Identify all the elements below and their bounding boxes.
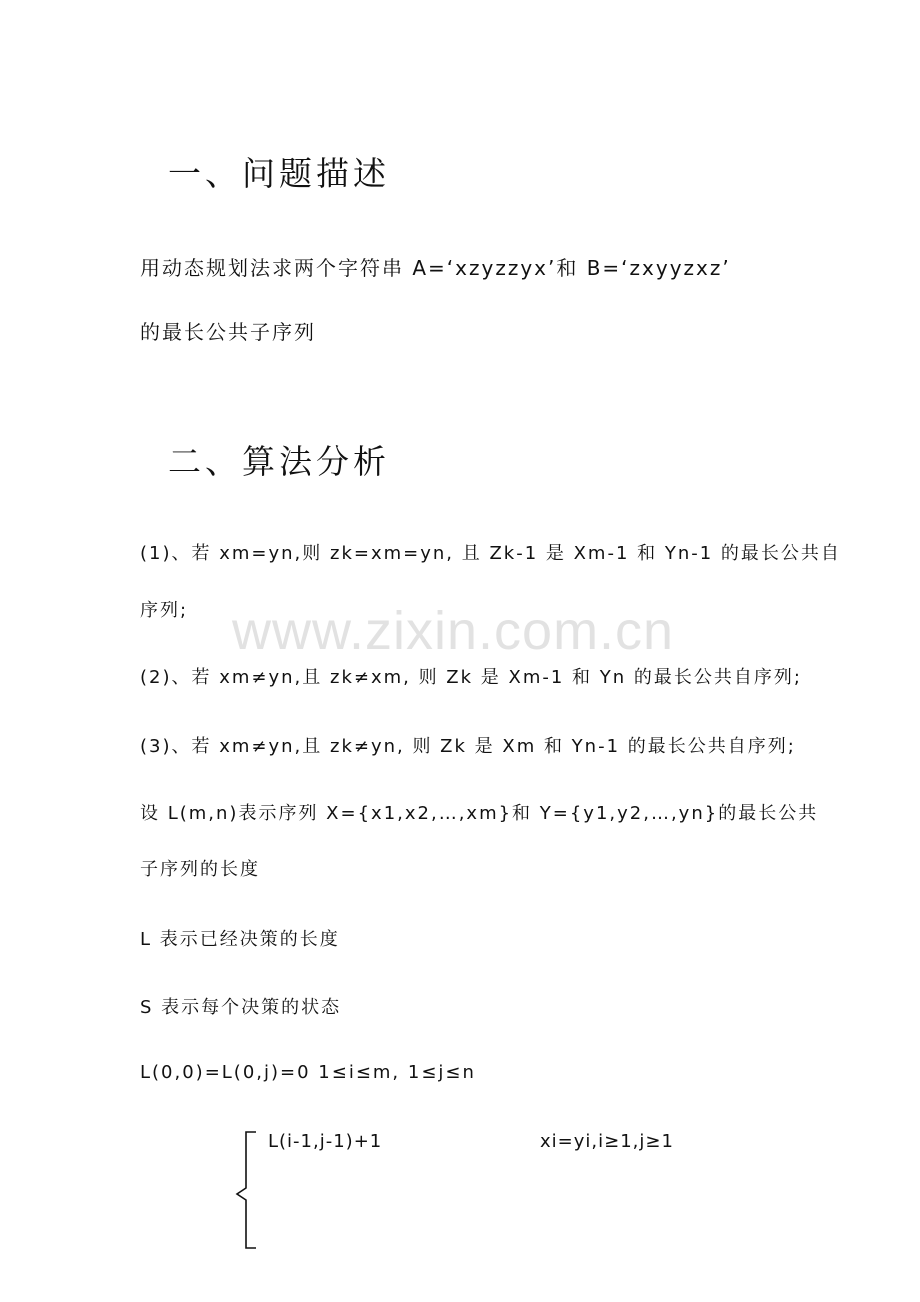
section-heading-analysis: 二、算法分析	[168, 442, 390, 481]
l-meaning: L 表示已经决策的长度	[140, 929, 340, 950]
problem-text-line-2: 的最长公共子序列	[140, 320, 316, 344]
recurrence-expression: L(i-1,j-1)+1	[268, 1131, 383, 1152]
section-heading-problem: 一、问题描述	[168, 154, 390, 193]
watermark: www.zixin.com.cn	[232, 601, 675, 661]
definition-line-2: 子序列的长度	[140, 859, 260, 880]
left-brace-icon	[232, 1130, 262, 1252]
s-meaning: S 表示每个决策的状态	[140, 997, 342, 1018]
recurrence-condition: xi=yi,i≥1,j≥1	[540, 1131, 674, 1152]
definition-line-1: 设 L(m,n)表示序列 X={x1,x2,…,xm}和 Y={y1,y2,…,yn}的最长公共	[140, 803, 819, 824]
case-2: (2)、若 xm≠yn,且 zk≠xm, 则 Zk 是 Xm-1 和 Yn 的最长公共自序列;	[140, 667, 802, 688]
case-1-line-1: (1)、若 xm=yn,则 zk=xm=yn, 且 Zk-1 是 Xm-1 和 Yn-1 的最长公共自	[140, 543, 841, 564]
initial-condition: L(0,0)=L(0,j)=0 1≤i≤m, 1≤j≤n	[140, 1062, 476, 1083]
case-3: (3)、若 xm≠yn,且 zk≠yn, 则 Zk 是 Xm 和 Yn-1 的最长公共自序列;	[140, 736, 796, 757]
problem-text-line-1: 用动态规划法求两个字符串 A=‘xzyzzyx’和 B=‘zxyyzxz’	[140, 256, 731, 280]
case-1-line-2: 序列;	[140, 600, 189, 621]
